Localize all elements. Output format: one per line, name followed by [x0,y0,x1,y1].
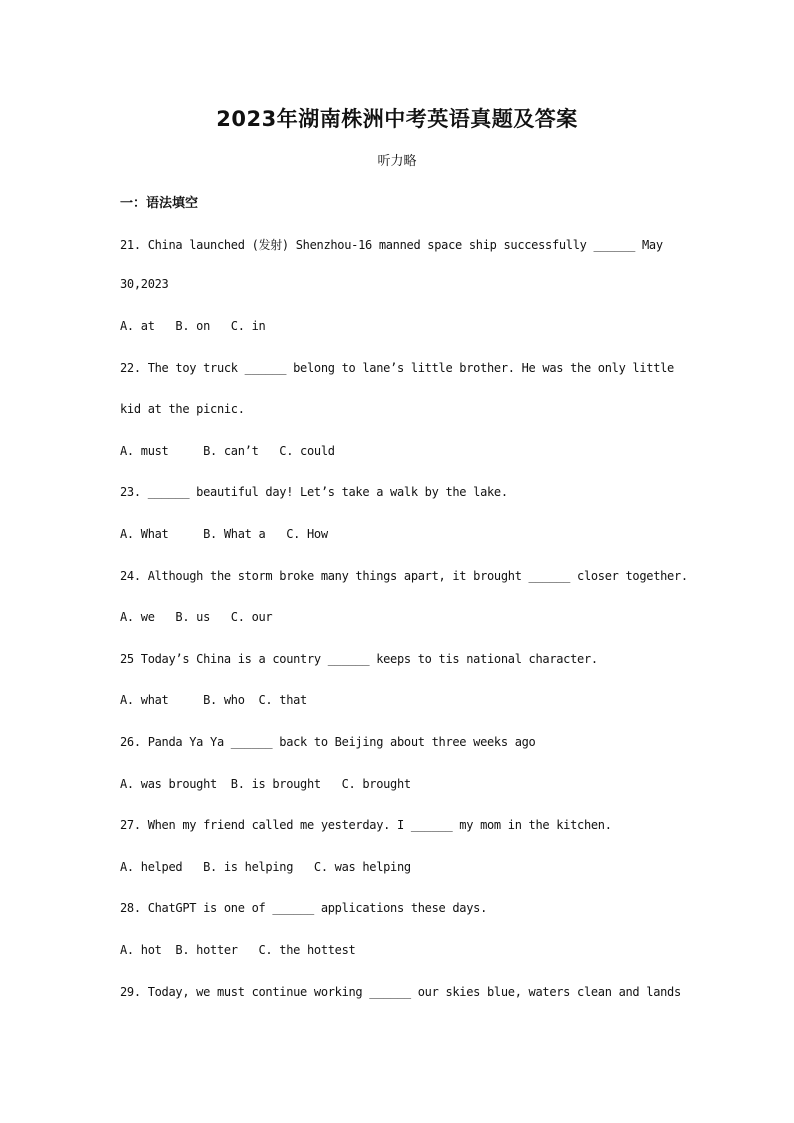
question-26-line-1: 26. Panda Ya Ya ______ back to Beijing about three weeks ago [120,735,536,749]
question-21-options: A. at B. on C. in [120,319,266,333]
question-22-options: A. must B. can’t C. could [120,444,335,458]
question-27-line-1: 27. When my friend called me yesterday. I ______ my mom in the kitchen. [120,818,612,832]
question-21-line-2: 30,2023 [120,277,169,291]
question-26-options: A. was brought B. is brought C. brought [120,777,411,791]
question-28-options: A. hot B. hotter C. the hottest [120,943,356,957]
question-22-line-1: 22. The toy truck ______ belong to lane’s little brother. He was the only little [120,361,674,375]
question-28-line-1: 28. ChatGPT is one of ______ applications these days. [120,901,488,915]
question-22-line-2: kid at the picnic. [120,402,245,416]
question-24-options: A. we B. us C. our [120,610,273,624]
question-23-options: A. What B. What a C. How [120,527,328,541]
question-25-options: A. what B. who C. that [120,693,307,707]
question-25-line-1: 25 Today’s China is a country ______ keeps to tis national character. [120,652,598,666]
question-27-options: A. helped B. is helping C. was helping [120,860,411,874]
question-21-line-1: 21. China launched (发射) Shenzhou-16 manned space ship successfully ______ May [120,238,663,252]
question-23-line-1: 23. ______ beautiful day! Let’s take a walk by the lake. [120,485,508,499]
page-subtitle: 听力略 [377,154,417,169]
page-title: 2023年湖南株洲中考英语真题及答案 [216,107,578,131]
question-24-line-1: 24. Although the storm broke many things apart, it brought ______ closer together. [120,569,688,583]
section-heading: 一：语法填空 [120,196,199,211]
question-29-line-1: 29. Today, we must continue working ______ our skies blue, waters clean and lands [120,985,681,999]
